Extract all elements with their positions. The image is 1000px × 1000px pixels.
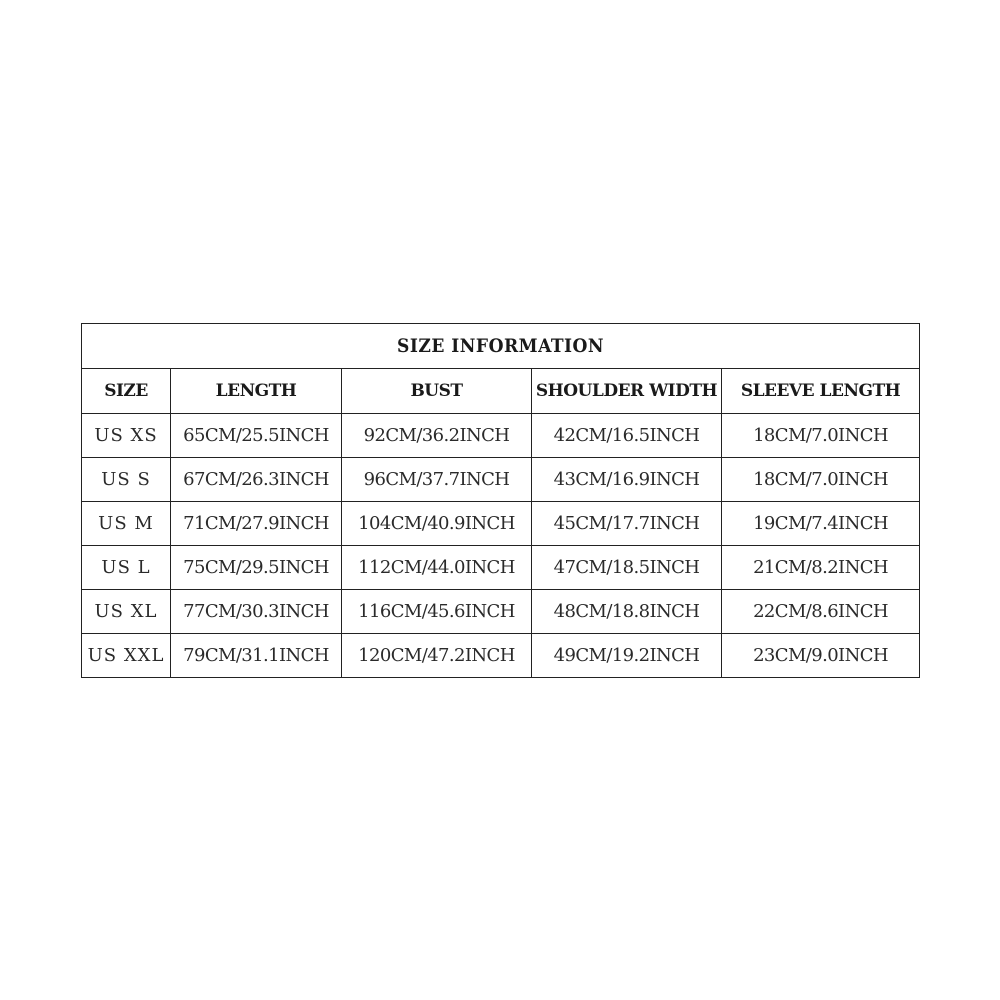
size-information-table: [81, 323, 920, 678]
header-bust: BUST: [342, 369, 532, 414]
size-label-cell: US XS: [82, 414, 171, 458]
header-length: LENGTH: [171, 369, 342, 414]
shoulder-width-cell: 42CM/16.5INCH: [532, 414, 722, 458]
length-cell: 79CM/31.1INCH: [171, 634, 342, 678]
shoulder-width-cell: 47CM/18.5INCH: [532, 546, 722, 590]
size-label-cell: US XXL: [82, 634, 171, 678]
table-row: [82, 590, 920, 634]
sleeve-length-cell: 19CM/7.4INCH: [722, 502, 920, 546]
sleeve-length-cell: 22CM/8.6INCH: [722, 590, 920, 634]
title-row: [82, 324, 920, 369]
length-cell: 71CM/27.9INCH: [171, 502, 342, 546]
sleeve-length-cell: 21CM/8.2INCH: [722, 546, 920, 590]
length-cell: 67CM/26.3INCH: [171, 458, 342, 502]
length-cell: 65CM/25.5INCH: [171, 414, 342, 458]
sleeve-length-cell: 18CM/7.0INCH: [722, 458, 920, 502]
size-label-cell: US L: [82, 546, 171, 590]
size-label-cell: US M: [82, 502, 171, 546]
sleeve-length-cell: 18CM/7.0INCH: [722, 414, 920, 458]
table-title: SIZE INFORMATION: [82, 324, 920, 369]
table-row: [82, 502, 920, 546]
bust-cell: 112CM/44.0INCH: [342, 546, 532, 590]
size-label-cell: US XL: [82, 590, 171, 634]
shoulder-width-cell: 45CM/17.7INCH: [532, 502, 722, 546]
shoulder-width-cell: 49CM/19.2INCH: [532, 634, 722, 678]
sleeve-length-cell: 23CM/9.0INCH: [722, 634, 920, 678]
shoulder-width-cell: 43CM/16.9INCH: [532, 458, 722, 502]
bust-cell: 120CM/47.2INCH: [342, 634, 532, 678]
header-shoulder-width: SHOULDER WIDTH: [532, 369, 722, 414]
table-row: [82, 414, 920, 458]
bust-cell: 96CM/37.7INCH: [342, 458, 532, 502]
table-row: [82, 634, 920, 678]
bust-cell: 104CM/40.9INCH: [342, 502, 532, 546]
header-row: [82, 369, 920, 414]
table-row: [82, 458, 920, 502]
shoulder-width-cell: 48CM/18.8INCH: [532, 590, 722, 634]
table-row: [82, 546, 920, 590]
bust-cell: 116CM/45.6INCH: [342, 590, 532, 634]
length-cell: 75CM/29.5INCH: [171, 546, 342, 590]
size-label-cell: US S: [82, 458, 171, 502]
length-cell: 77CM/30.3INCH: [171, 590, 342, 634]
header-sleeve-length: SLEEVE LENGTH: [722, 369, 920, 414]
bust-cell: 92CM/36.2INCH: [342, 414, 532, 458]
header-size: SIZE: [82, 369, 171, 414]
